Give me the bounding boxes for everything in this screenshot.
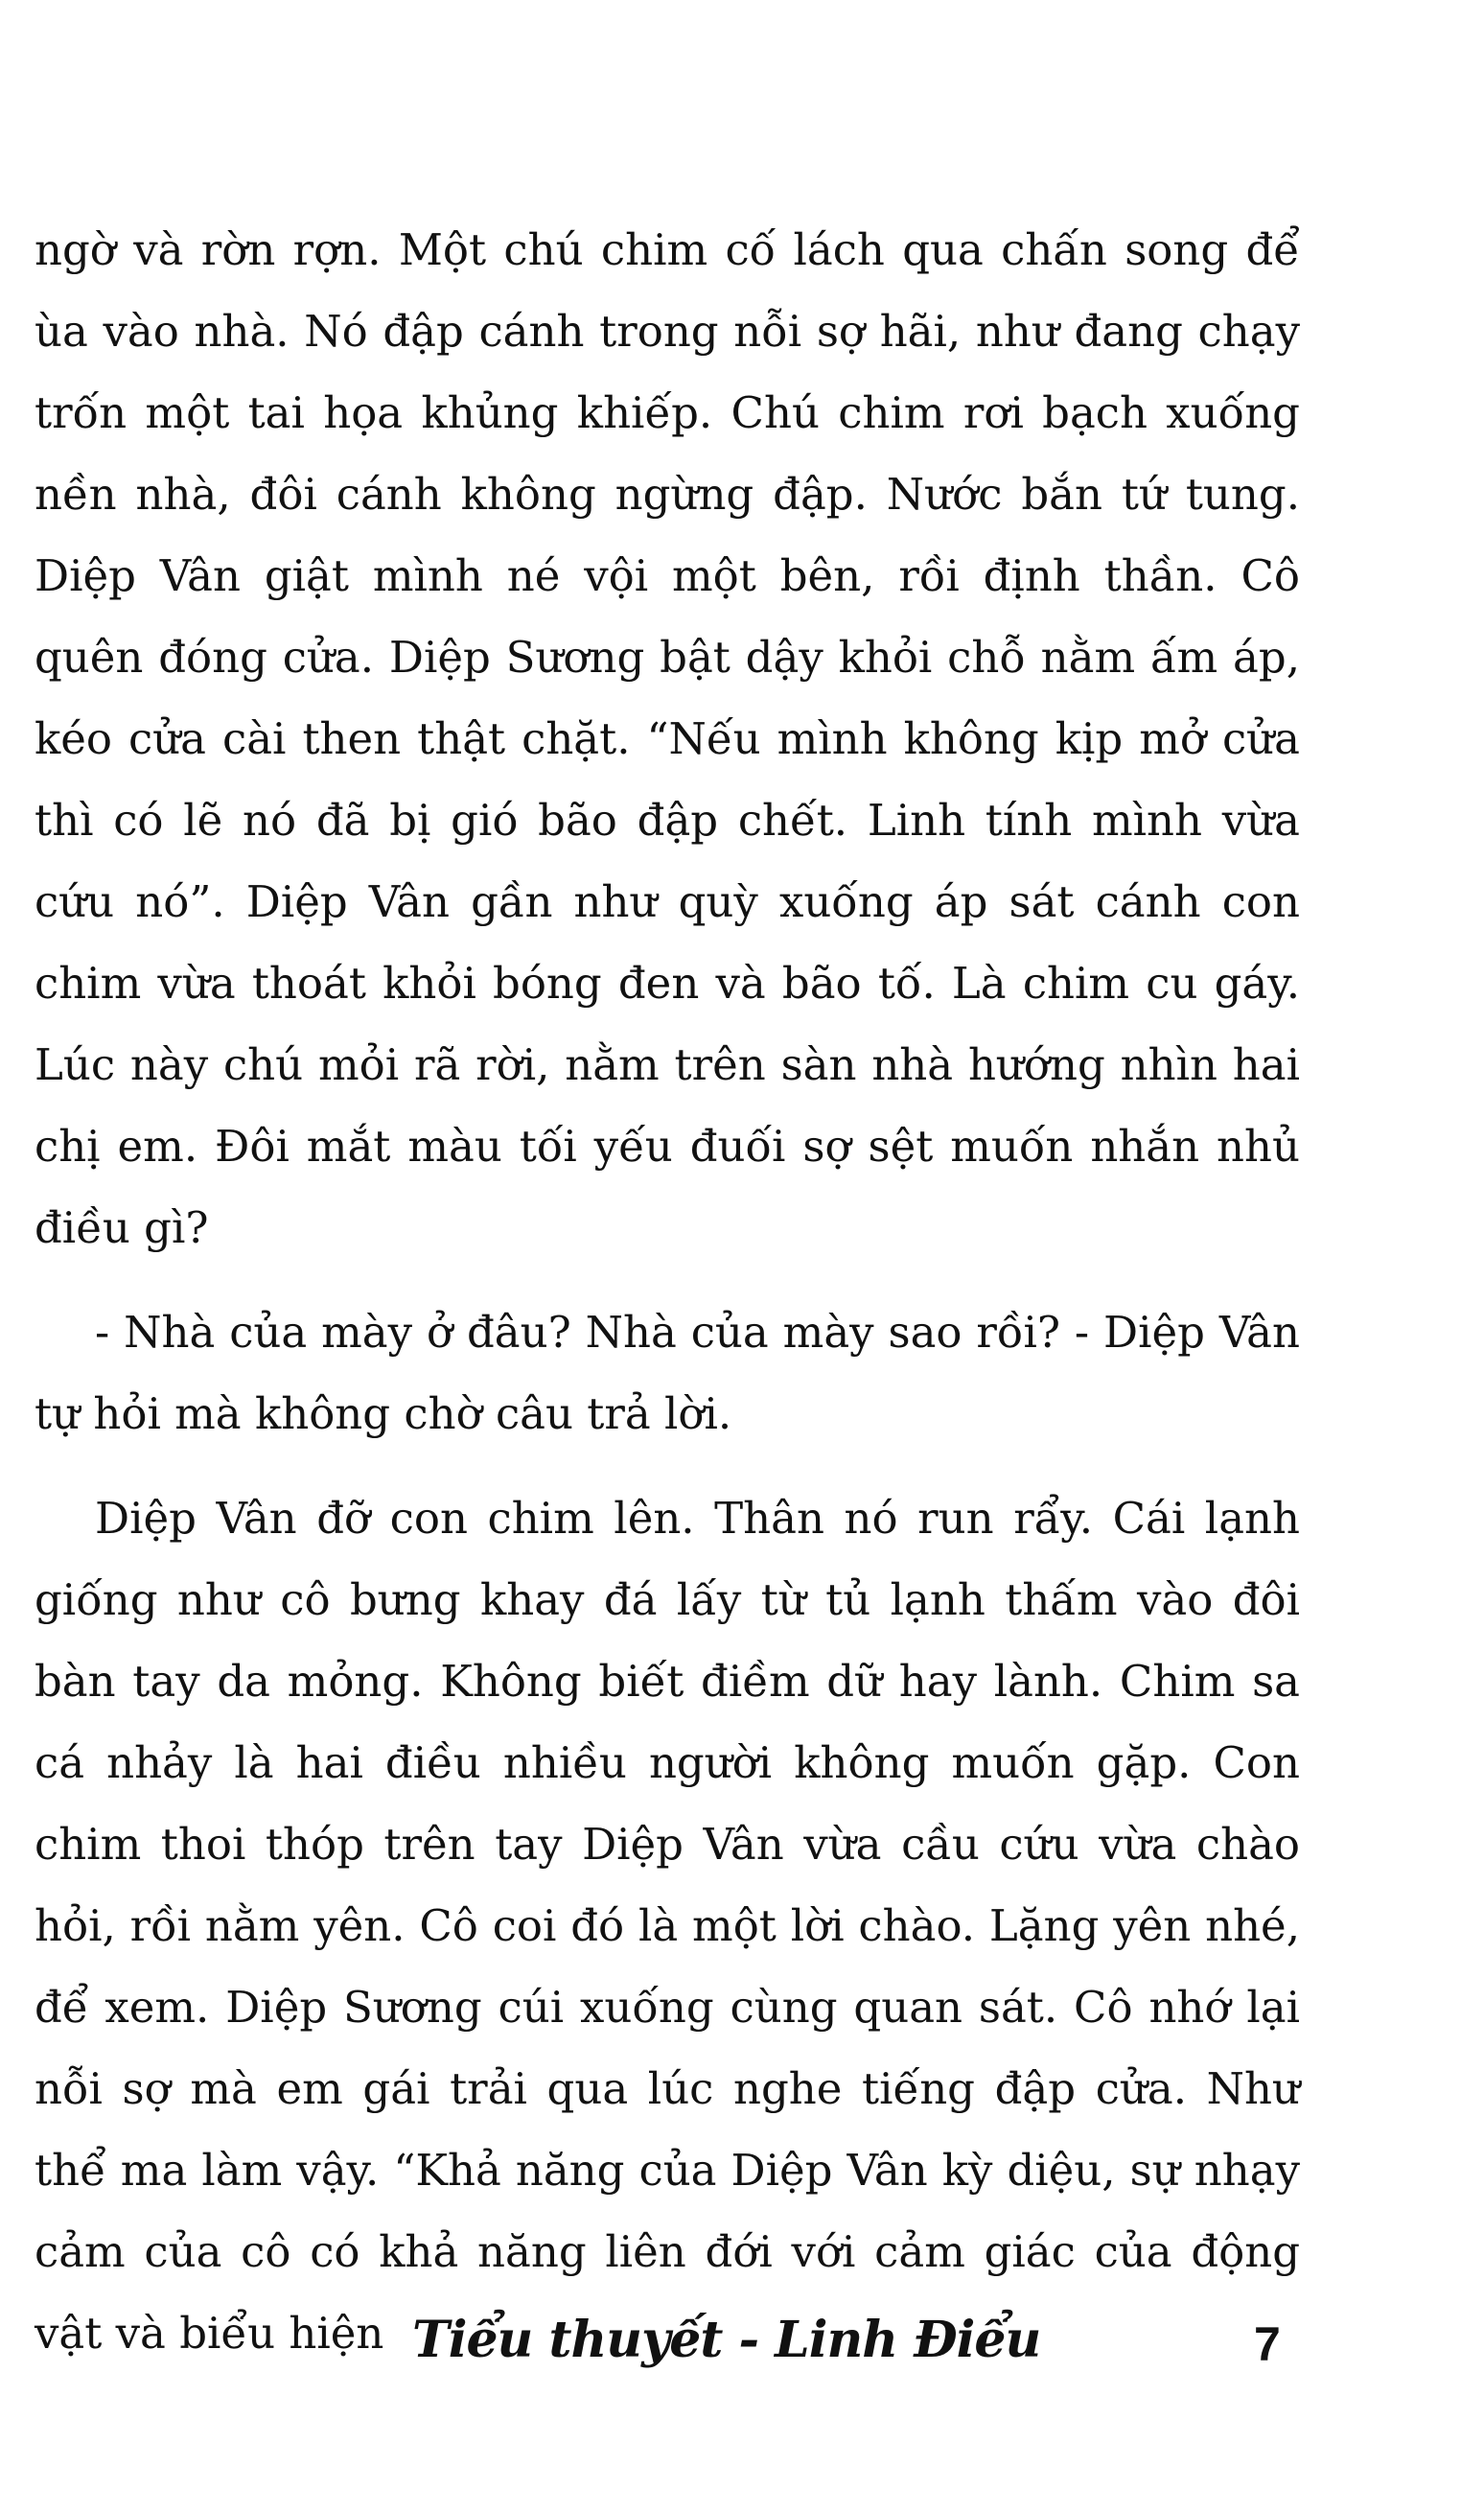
paragraph-narrative: Diệp Vân đỡ con chim lên. Thân nó run rẩy. Cái lạnh giống như cô bưng khay đá lấy từ tủ lạnh thấm vào đôi bàn tay da mỏng. Không biết điềm dữ hay lành. Chim sa cá nhảy là hai điều nhiều người không muốn gặp. Con chim thoi thóp trên tay Diệp Vân vừa cầu cứu vừa chào hỏi, rồi nằm yên. Cô coi đó là một lời chào. Lặng yên nhé, để xem. Diệp Sương cúi xuống cùng quan sát. Cô nhớ lại nỗi sợ mà em gái trải qua lúc nghe tiếng đập cửa. Như thể ma làm vậy. “Khả năng của Diệp Vân kỳ diệu, sự nhạy cảm của cô có khả năng liên đới với cảm giác của động vật và biểu hiện (35, 1493, 1300, 2359)
body-text (35, 209, 1300, 2374)
paragraph-continued: ngờ và rờn rợn. Một chú chim cố lách qua chấn song để ùa vào nhà. Nó đập cánh trong nỗi sợ hãi, như đang chạy trốn một tai họa khủng khiếp. Chú chim rơi bạch xuống nền nhà, đôi cánh không ngừng đập. Nước bắn tứ tung. Diệp Vân giật mình né vội một bên, rồi định thần. Cô quên đóng cửa. Diệp Sương bật dậy khỏi chỗ nằm ấm áp, kéo cửa cài then thật chặt. “Nếu mình không kịp mở cửa thì có lẽ nó đã bị gió bão đập chết. Linh tính mình vừa cứu nó”. Diệp Vân gần như quỳ xuống áp sát cánh con chim vừa thoát khỏi bóng đen và bão tố. Là chim cu gáy. Lúc này chú mỏi rã rời, nằm trên sàn nhà hướng nhìn hai chị em. Đôi mắt màu tối yếu đuối sợ sệt muốn nhắn nhủ điều gì? (35, 224, 1300, 1253)
page-footer (0, 2311, 1484, 2397)
paragraph-dialogue: - Nhà của mày ở đâu? Nhà của mày sao rồi? - Diệp Vân tự hỏi mà không chờ câu trả lời. (35, 1307, 1300, 1439)
page-number: 7 (1254, 2317, 1281, 2371)
running-title: Tiểu thuyết - Linh Điểu (412, 2311, 1041, 2369)
